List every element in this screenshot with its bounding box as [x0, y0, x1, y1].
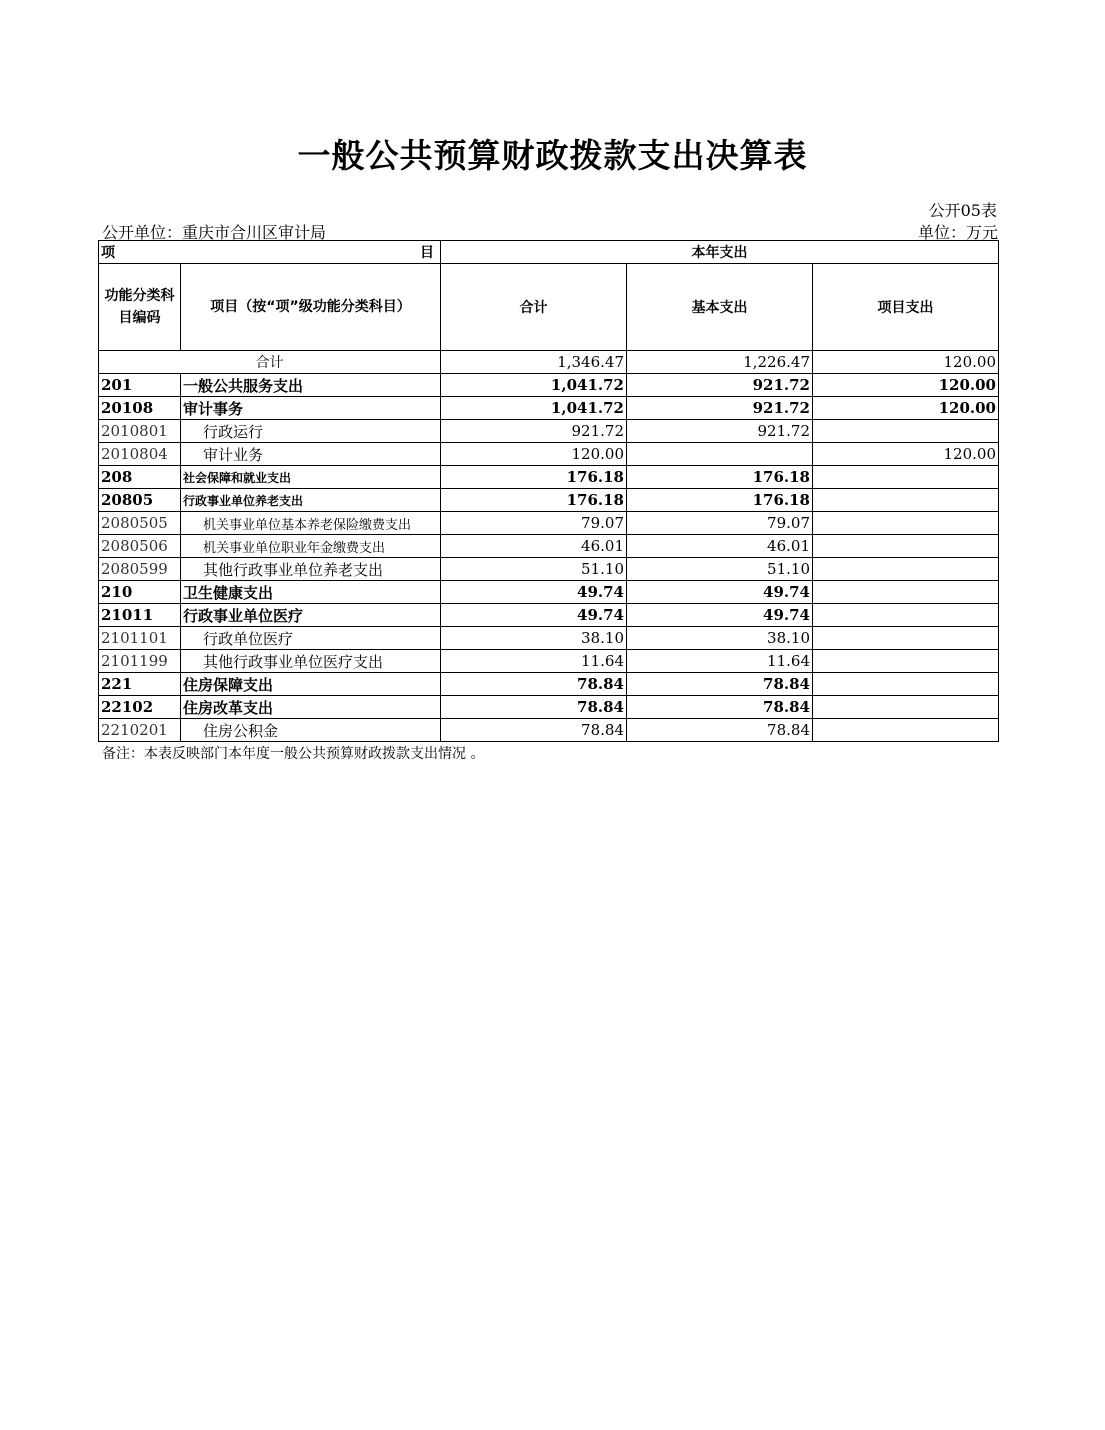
table-row — [99, 650, 999, 673]
row-basic: 78.84 — [627, 696, 813, 719]
row-code: 2101199 — [99, 650, 181, 673]
row-name: 卫生健康支出 — [181, 581, 441, 604]
row-total: 1,041.72 — [441, 374, 627, 397]
row-project — [813, 627, 999, 650]
row-name: 机关事业单位职业年金缴费支出 — [181, 535, 441, 558]
table-number: 公开05表 — [928, 201, 997, 220]
row-total: 176.18 — [441, 466, 627, 489]
row-basic: 38.10 — [627, 627, 813, 650]
row-basic: 921.72 — [627, 374, 813, 397]
table-row — [99, 466, 999, 489]
row-basic: 79.07 — [627, 512, 813, 535]
row-project — [813, 581, 999, 604]
basic-column-header: 基本支出 — [627, 264, 813, 351]
row-code: 2010804 — [99, 443, 181, 466]
row-basic: 11.64 — [627, 650, 813, 673]
total-row-project: 120.00 — [813, 351, 999, 374]
project-column-header: 项目支出 — [813, 264, 999, 351]
row-project: 120.00 — [813, 374, 999, 397]
row-total: 51.10 — [441, 558, 627, 581]
row-name: 审计业务 — [181, 443, 441, 466]
table-row — [99, 696, 999, 719]
table-row — [99, 489, 999, 512]
row-code: 22102 — [99, 696, 181, 719]
row-total: 49.74 — [441, 604, 627, 627]
row-code: 2080505 — [99, 512, 181, 535]
total-row-basic: 1,226.47 — [627, 351, 813, 374]
row-code: 2080506 — [99, 535, 181, 558]
row-project — [813, 489, 999, 512]
row-code: 210 — [99, 581, 181, 604]
row-name: 机关事业单位基本养老保险缴费支出 — [181, 512, 441, 535]
footnote: 备注：本表反映部门本年度一般公共预算财政拨款支出情况 。 — [102, 746, 485, 762]
row-project — [813, 650, 999, 673]
item-header — [99, 241, 441, 264]
table-row — [99, 512, 999, 535]
row-code: 21011 — [99, 604, 181, 627]
row-name: 行政事业单位医疗 — [181, 604, 441, 627]
item-header-right: 目 — [420, 245, 434, 261]
row-project — [813, 696, 999, 719]
row-name: 住房改革支出 — [181, 696, 441, 719]
row-total: 46.01 — [441, 535, 627, 558]
row-total: 49.74 — [441, 581, 627, 604]
row-name: 行政单位医疗 — [181, 627, 441, 650]
row-project — [813, 420, 999, 443]
row-code: 2010801 — [99, 420, 181, 443]
row-name: 行政运行 — [181, 420, 441, 443]
table-row — [99, 558, 999, 581]
row-project — [813, 535, 999, 558]
row-total: 120.00 — [441, 443, 627, 466]
item-header-left: 项 — [101, 245, 115, 261]
unit-line — [102, 220, 998, 240]
row-name: 其他行政事业单位医疗支出 — [181, 650, 441, 673]
total-column-header: 合计 — [441, 264, 627, 351]
total-row-label: 合计 — [99, 351, 441, 374]
table-row — [99, 443, 999, 466]
table-row — [99, 604, 999, 627]
row-basic: 46.01 — [627, 535, 813, 558]
row-project — [813, 604, 999, 627]
row-name: 一般公共服务支出 — [181, 374, 441, 397]
table-row — [99, 535, 999, 558]
row-code: 20108 — [99, 397, 181, 420]
row-basic: 176.18 — [627, 489, 813, 512]
row-project — [813, 512, 999, 535]
row-project — [813, 673, 999, 696]
row-project — [813, 558, 999, 581]
row-project — [813, 719, 999, 742]
row-total: 11.64 — [441, 650, 627, 673]
row-basic: 78.84 — [627, 673, 813, 696]
row-total: 176.18 — [441, 489, 627, 512]
row-basic — [627, 443, 813, 466]
row-code: 20805 — [99, 489, 181, 512]
row-name: 其他行政事业单位养老支出 — [181, 558, 441, 581]
row-code: 221 — [99, 673, 181, 696]
row-name: 社会保障和就业支出 — [181, 466, 441, 489]
row-code: 201 — [99, 374, 181, 397]
expense-table — [98, 240, 999, 742]
table-row — [99, 420, 999, 443]
table-row — [99, 719, 999, 742]
reporting-unit: 公开单位：重庆市合川区审计局 — [102, 223, 327, 242]
row-total: 1,041.72 — [441, 397, 627, 420]
currency-unit: 单位：万元 — [917, 223, 998, 242]
header-row-2 — [99, 264, 999, 351]
row-basic: 176.18 — [627, 466, 813, 489]
row-name: 审计事务 — [181, 397, 441, 420]
table-row — [99, 397, 999, 420]
row-code: 2080599 — [99, 558, 181, 581]
row-code: 2210201 — [99, 719, 181, 742]
row-total: 78.84 — [441, 696, 627, 719]
row-basic: 921.72 — [627, 397, 813, 420]
table-row — [99, 627, 999, 650]
row-total: 78.84 — [441, 719, 627, 742]
row-total: 921.72 — [441, 420, 627, 443]
name-column-header: 项目（按“项”级功能分类科目） — [181, 264, 441, 351]
row-name: 行政事业单位养老支出 — [181, 489, 441, 512]
row-code: 2101101 — [99, 627, 181, 650]
row-code: 208 — [99, 466, 181, 489]
row-basic: 49.74 — [627, 604, 813, 627]
total-row-total: 1,346.47 — [441, 351, 627, 374]
row-basic: 49.74 — [627, 581, 813, 604]
row-name: 住房保障支出 — [181, 673, 441, 696]
header-row-1 — [99, 241, 999, 264]
row-total: 79.07 — [441, 512, 627, 535]
row-project: 120.00 — [813, 443, 999, 466]
year-expense-header: 本年支出 — [441, 241, 999, 264]
row-total: 38.10 — [441, 627, 627, 650]
table-row — [99, 673, 999, 696]
total-row — [99, 351, 999, 374]
row-basic: 51.10 — [627, 558, 813, 581]
row-name: 住房公积金 — [181, 719, 441, 742]
row-total: 78.84 — [441, 673, 627, 696]
row-basic: 921.72 — [627, 420, 813, 443]
code-column-header: 功能分类科目编码 — [99, 264, 181, 351]
table-row — [99, 374, 999, 397]
report-title: 一般公共预算财政拨款支出决算表 — [297, 136, 808, 175]
table-row — [99, 581, 999, 604]
row-basic: 78.84 — [627, 719, 813, 742]
row-project — [813, 466, 999, 489]
row-project: 120.00 — [813, 397, 999, 420]
